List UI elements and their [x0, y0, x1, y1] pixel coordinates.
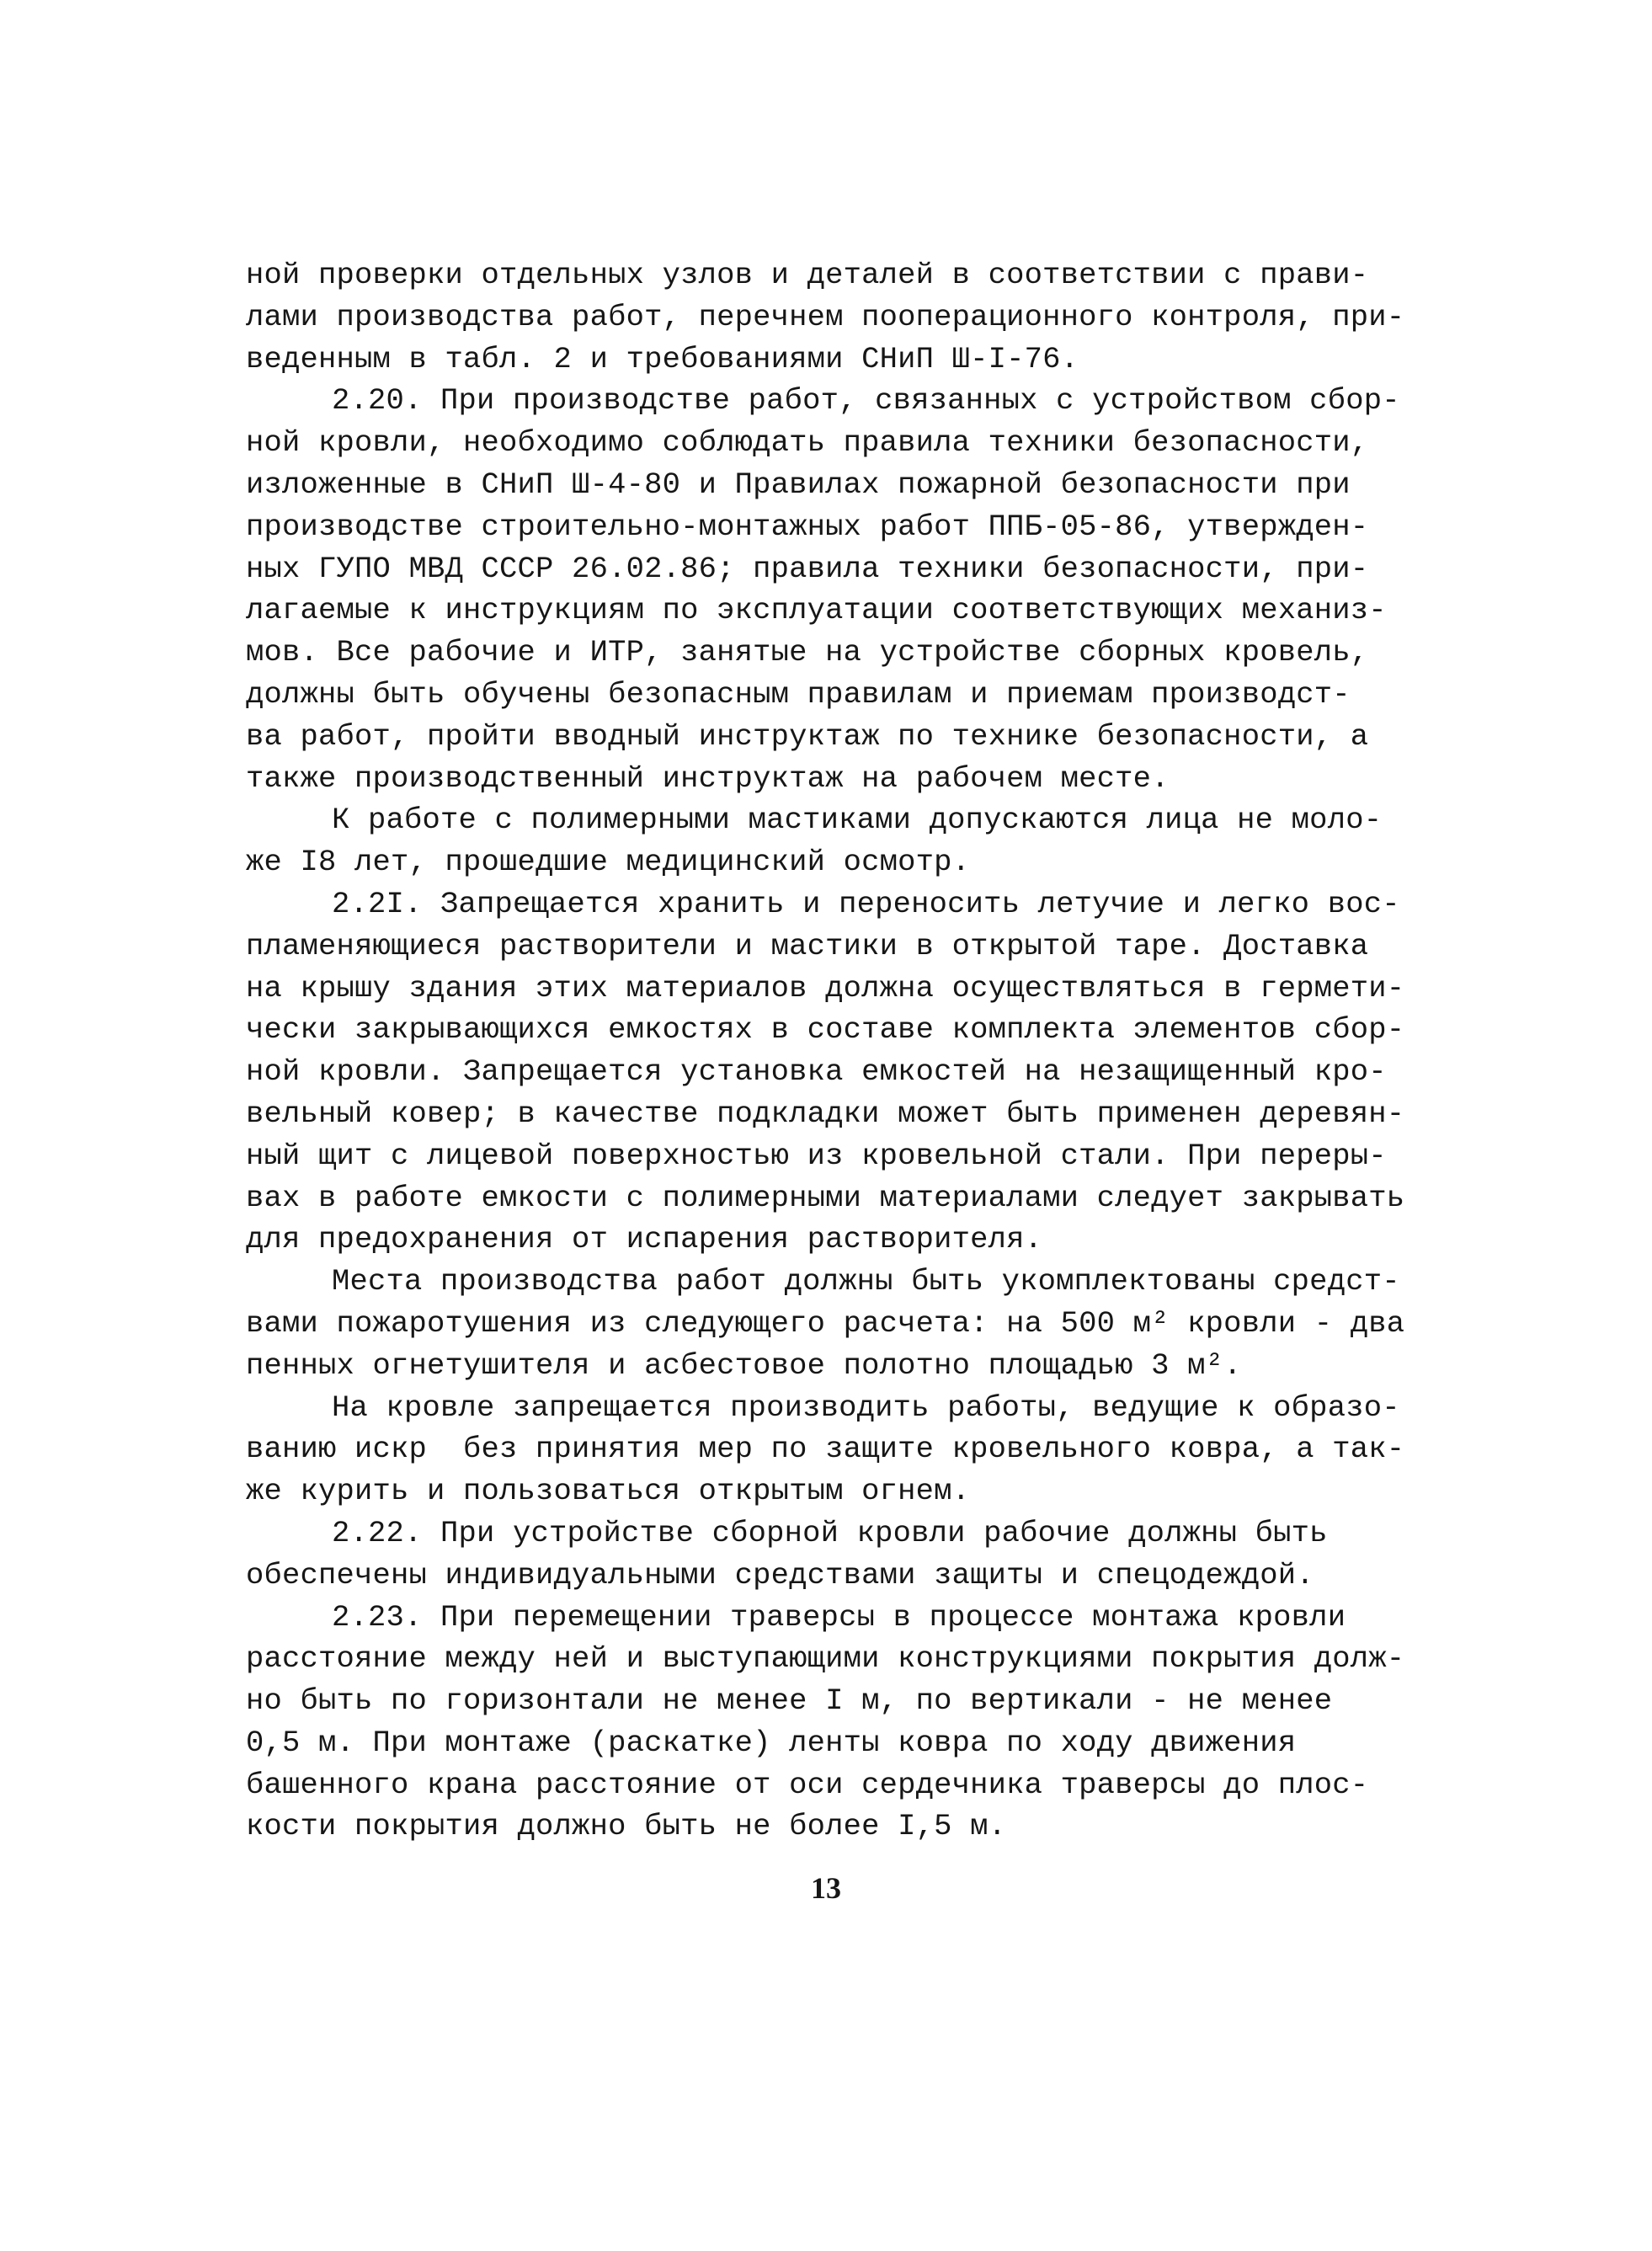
- text-line: ной кровли, необходимо соблюдать правила техники безопасности,: [246, 425, 1369, 461]
- text-line: ной проверки отдельных узлов и деталей в соответствии с прави-: [246, 258, 1369, 292]
- paragraph-first-line: 2.23. При перемещении траверсы в процессе монтажа кровли: [332, 1599, 1346, 1635]
- text-line: ный щит с лицевой поверхностью из кровельной стали. При переры-: [246, 1138, 1387, 1173]
- text-line: для предохранения от испарения растворителя.: [246, 1222, 1043, 1257]
- text-line: лами производства работ, перечнем пооперационного контроля, при-: [246, 299, 1405, 334]
- text-line: чески закрывающихся емкостях в составе комплекта элементов сбор-: [246, 1012, 1405, 1048]
- text-line: расстояние между ней и выступающими конструкциями покрытия долж-: [246, 1641, 1405, 1677]
- paragraph-first-line: Места производства работ должны быть укомплектованы средст-: [332, 1264, 1400, 1299]
- text-line: же I8 лет, прошедшие медицинский осмотр.: [246, 845, 971, 880]
- text-line: кости покрытия должно быть не более I,5 м.: [246, 1809, 1007, 1844]
- text-line: ва работ, пройти вводный инструктаж по технике безопасности, а: [246, 718, 1369, 754]
- paragraph-first-line: К работе с полимерными мастиками допускаются лица не моло-: [332, 803, 1383, 838]
- text-line: вах в работе емкости с полимерными материалами следует закрывать: [246, 1180, 1405, 1215]
- text-line: мов. Все рабочие и ИТР, занятые на устройстве сборных кровель,: [246, 635, 1369, 670]
- text-line: лагаемые к инструкциям по эксплуатации соответствующих механиз-: [246, 593, 1387, 628]
- text-line: ных ГУПО МВД СССР 26.02.86; правила техники безопасности, при-: [246, 551, 1369, 586]
- paragraph-first-line: 2.22. При устройстве сборной кровли рабочие должны быть: [332, 1515, 1328, 1550]
- text-line: же курить и пользоваться открытым огнем.: [246, 1474, 971, 1509]
- text-line: пенных огнетушителя и асбестовое полотно площадью 3 м².: [246, 1347, 1242, 1383]
- text-line: обеспечены индивидуальными средствами защиты и спецодеждой.: [246, 1557, 1314, 1592]
- paragraph-first-line: 2.20. При производстве работ, связанных с устройством сбор-: [332, 383, 1400, 419]
- text-line: башенного крана расстояние от оси сердечника траверсы до плос-: [246, 1767, 1369, 1802]
- text-line: на крышу здания этих материалов должна осуществляться в гермети-: [246, 970, 1405, 1005]
- text-line: пламеняющиеся растворители и мастики в открытой таре. Доставка: [246, 928, 1369, 963]
- text-line: ной кровли. Запрещается установка емкостей на незащищенный кро-: [246, 1054, 1387, 1090]
- text-line: вельный ковер; в качестве подкладки может быть применен деревян-: [246, 1096, 1405, 1131]
- body-text: [246, 254, 1405, 1848]
- text-line: 0,5 м. При монтаже (раскатке) ленты ковра по ходу движения: [246, 1725, 1297, 1760]
- text-line: веденным в табл. 2 и требованиями СНиП Ш-I-76.: [246, 341, 1079, 376]
- text-line: ванию искр без принятия мер по защите кровельного ковра, а так-: [246, 1432, 1405, 1467]
- text-line: но быть по горизонтали не менее I м, по вертикали - не менее: [246, 1683, 1333, 1719]
- text-line: должны быть обучены безопасным правилам и приемам производст-: [246, 676, 1351, 712]
- page-number: 13: [811, 1871, 841, 1905]
- text-line: изложенные в СНиП Ш-4-80 и Правилах пожарной безопасности при: [246, 467, 1351, 502]
- text-line: также производственный инструктаж на рабочем месте.: [246, 760, 1170, 796]
- text-line: вами пожаротушения из следующего расчета: на 500 м² кровли - два: [246, 1305, 1405, 1341]
- paragraph-first-line: На кровле запрещается производить работы, ведущие к образо-: [332, 1390, 1400, 1425]
- text-line: производстве строительно-монтажных работ ППБ-05-86, утвержден-: [246, 509, 1369, 544]
- paragraph-first-line: 2.2I. Запрещается хранить и переносить летучие и легко вос-: [332, 886, 1400, 921]
